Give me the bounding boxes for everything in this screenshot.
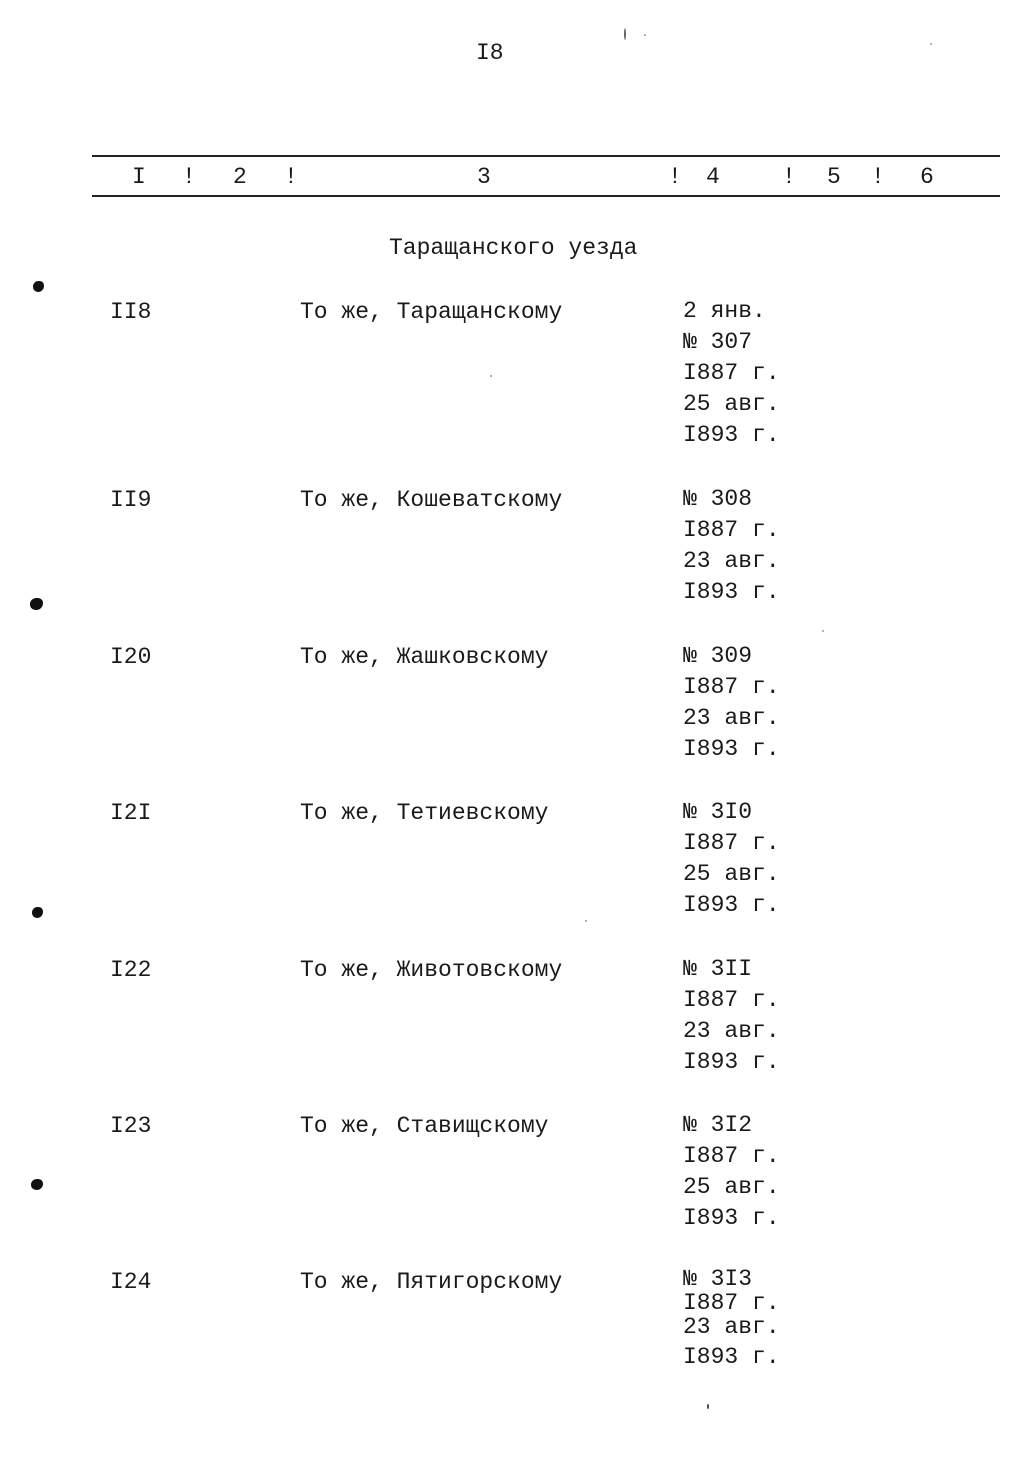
- scan-speck: [33, 281, 44, 292]
- entry-title: То же, Животовскому: [300, 957, 563, 983]
- column-header-2: 2: [233, 164, 247, 190]
- entry-date-line: 23 авг.: [683, 705, 780, 731]
- entry-date-line: I887 г.: [683, 360, 780, 386]
- entry-title: То же, Таращанскому: [300, 299, 563, 325]
- table-header-bottom-rule: [92, 195, 1000, 197]
- entry-title: То же, Пятигорскому: [300, 1269, 563, 1295]
- table-row: [0, 800, 1024, 950]
- entry-dates: [683, 954, 780, 1078]
- entry-dates: [683, 797, 780, 921]
- entry-title: То же, Кошеватскому: [300, 487, 563, 513]
- entry-title: То же, Тетиевскому: [300, 800, 549, 826]
- entry-number: II9: [110, 487, 152, 513]
- entry-number: I2I: [110, 800, 152, 826]
- entry-title: То же, Ставищскому: [300, 1113, 549, 1139]
- entry-dates: [683, 1110, 780, 1234]
- entry-number: I20: [110, 644, 152, 670]
- column-separator: !: [782, 164, 796, 190]
- entry-number: I24: [110, 1269, 152, 1295]
- entry-date-line: I893 г.: [683, 1049, 780, 1075]
- entry-date-line: I887 г.: [683, 1143, 780, 1169]
- entry-date-line: № 3I0: [683, 799, 753, 825]
- entry-number: I22: [110, 957, 152, 983]
- scan-dust: [644, 34, 646, 36]
- scan-dust: [490, 375, 492, 377]
- entry-date-line: I893 г.: [683, 736, 780, 762]
- column-header-4: 4: [706, 164, 720, 190]
- entry-date-line: № 309: [683, 643, 753, 669]
- column-header-1: I: [132, 164, 146, 190]
- entry-date-line: № 307: [683, 329, 753, 355]
- column-header-6: 6: [920, 164, 934, 190]
- entry-date-line: I887 г.: [683, 987, 780, 1013]
- page-number: I8: [476, 40, 504, 66]
- entry-number: I23: [110, 1113, 152, 1139]
- column-separator: !: [284, 164, 298, 190]
- table-row: [0, 1266, 1024, 1419]
- entry-dates: [683, 1267, 780, 1369]
- entry-date-line: № 3I3: [683, 1266, 753, 1292]
- entry-date-line: 23 авг.: [683, 1018, 780, 1044]
- entry-date-line: I893 г.: [683, 579, 780, 605]
- column-separator: !: [871, 164, 885, 190]
- scan-dust: [930, 43, 932, 45]
- entry-date-line: I887 г.: [683, 1290, 780, 1316]
- column-separator: !: [668, 164, 682, 190]
- entry-date-line: 23 авг.: [683, 1314, 780, 1340]
- scan-dust: [585, 920, 587, 922]
- entry-number: II8: [110, 299, 152, 325]
- entry-date-line: № 3I2: [683, 1112, 753, 1138]
- table-row: [0, 299, 1024, 449]
- entry-dates: [683, 484, 780, 608]
- entry-date-line: I893 г.: [683, 1344, 780, 1370]
- column-header-5: 5: [827, 164, 841, 190]
- table-row: [0, 957, 1024, 1107]
- table-row: [0, 644, 1024, 794]
- entry-date-line: 23 авг.: [683, 548, 780, 574]
- entry-date-line: 25 авг.: [683, 861, 780, 887]
- entry-dates: [683, 641, 780, 765]
- entry-dates: [683, 296, 780, 451]
- entry-date-line: I893 г.: [683, 422, 780, 448]
- table-row: [0, 487, 1024, 637]
- entry-date-line: I893 г.: [683, 1205, 780, 1231]
- column-separator: !: [182, 164, 196, 190]
- table-header-top-rule: [92, 155, 1000, 157]
- section-title: Таращанского уезда: [389, 235, 638, 261]
- entry-date-line: I887 г.: [683, 674, 780, 700]
- scan-dust: [822, 630, 824, 632]
- scan-dust: [624, 28, 626, 40]
- entry-date-line: № 308: [683, 486, 753, 512]
- entry-date-line: 25 авг.: [683, 1174, 780, 1200]
- entry-date-line: 2 янв.: [683, 298, 766, 324]
- column-header-3: 3: [477, 164, 491, 190]
- table-row: [0, 1113, 1024, 1263]
- entry-date-line: I893 г.: [683, 892, 780, 918]
- entry-date-line: № 3II: [683, 956, 753, 982]
- entry-date-line: I887 г.: [683, 517, 780, 543]
- entry-date-line: I887 г.: [683, 830, 780, 856]
- entry-title: То же, Жашковскому: [300, 644, 549, 670]
- scan-dust: [707, 1404, 709, 1409]
- entry-date-line: 25 авг.: [683, 391, 780, 417]
